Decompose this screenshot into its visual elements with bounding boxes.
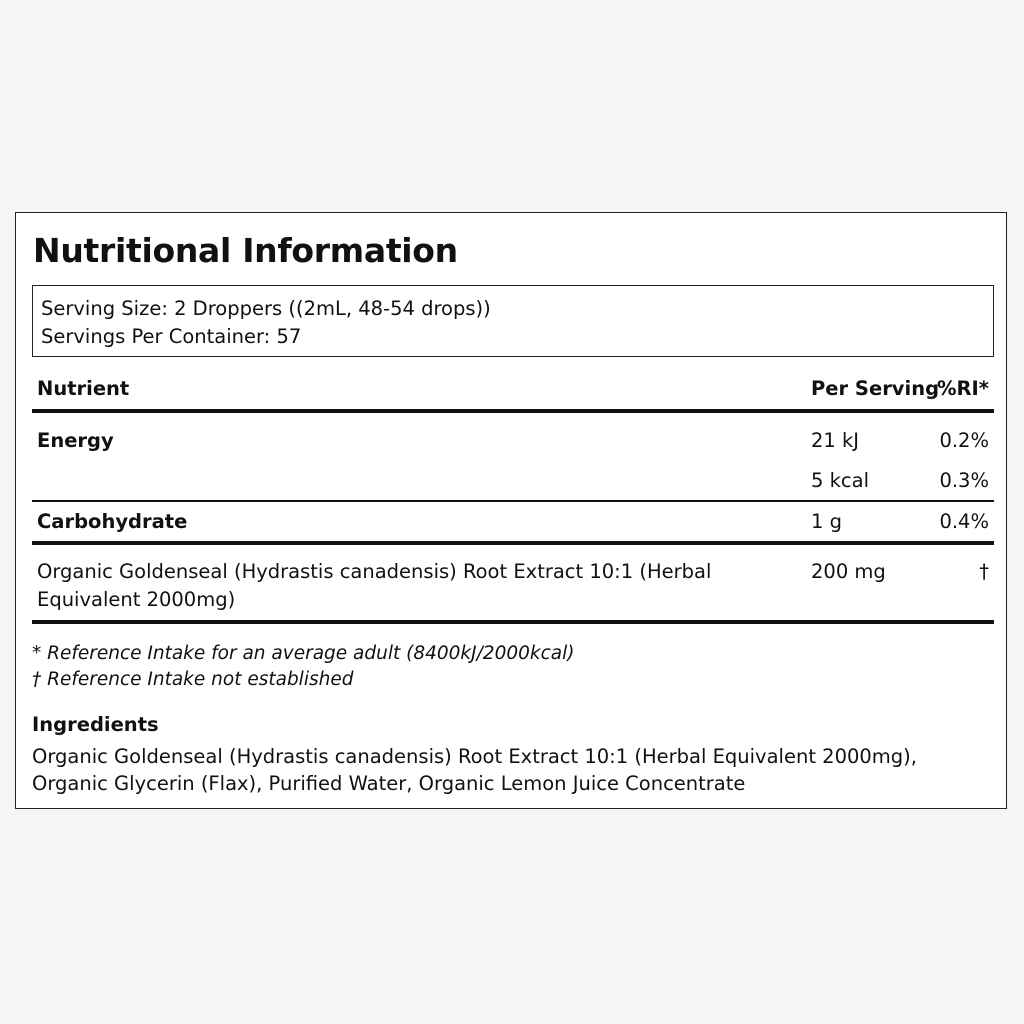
ri-value: †: [979, 560, 989, 583]
header-nutrient: Nutrient: [37, 377, 130, 400]
servings-per-container: Servings Per Container: 57: [41, 325, 302, 348]
page-title: Nutritional Information: [33, 231, 458, 270]
nutrition-panel: [15, 212, 1007, 809]
ingredients-heading: Ingredients: [32, 713, 159, 736]
table-bottom-divider: [32, 620, 994, 624]
row-divider: [32, 500, 994, 502]
header-per-serving: Per Serving: [811, 377, 940, 400]
serving-size: Serving Size: 2 Droppers ((2mL, 48-54 drops)): [41, 297, 491, 320]
per-serving-value: 5 kcal: [811, 469, 869, 492]
nutrient-name: Carbohydrate: [37, 510, 188, 533]
per-serving-value: 1 g: [811, 510, 842, 533]
per-serving-value: 200 mg: [811, 560, 886, 583]
footnotes: [32, 641, 574, 693]
ri-value: 0.2%: [939, 429, 989, 452]
footnote-reference-intake: * Reference Intake for an average adult (8400kJ/2000kcal): [32, 643, 575, 664]
ri-value: 0.4%: [939, 510, 989, 533]
nutrient-name: Energy: [37, 429, 114, 452]
per-serving-value: 21 kJ: [811, 429, 860, 452]
serving-info-box: [32, 285, 994, 357]
footnote-not-established: † Reference Intake not established: [32, 669, 354, 690]
section-divider: [32, 541, 994, 545]
header-ri: %RI*: [936, 377, 989, 400]
header-divider: [32, 409, 994, 413]
ingredients-list: Organic Goldenseal (Hydrastis canadensis) Root Extract 10:1 (Herbal Equivalent 2000mg), Organic Glycerin (Flax), Purified Water, Organic Lemon Juice Concentrate: [32, 745, 917, 795]
ri-value: 0.3%: [939, 469, 989, 492]
nutrient-name: Organic Goldenseal (Hydrastis canadensis) Root Extract 10:1 (Herbal Equivalent 2000mg): [37, 560, 712, 611]
